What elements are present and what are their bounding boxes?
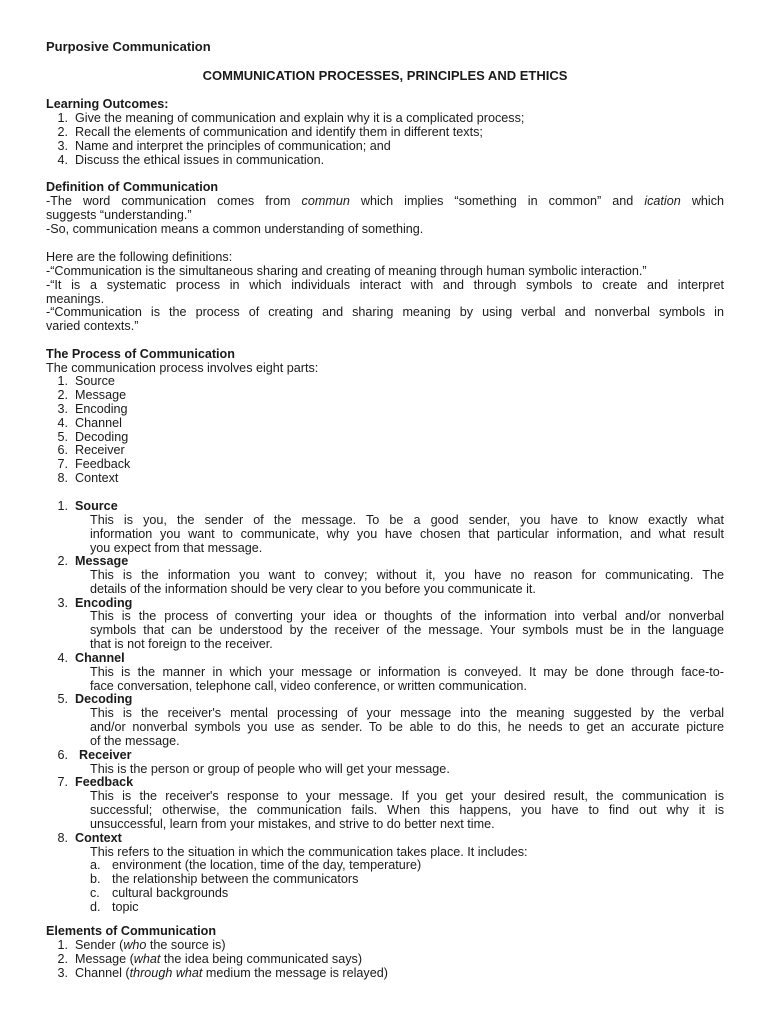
list-item: 5. Decoding	[57, 430, 129, 444]
list-item: 4. Discuss the ethical issues in communication.	[57, 153, 325, 167]
part-heading-message: 2. Message	[57, 554, 129, 568]
list-item: 1. Give the meaning of communication and explain why it is a complicated process;	[57, 111, 525, 125]
list-item: 1. Source	[57, 374, 115, 388]
process-intro: The communication process involves eight parts:	[46, 361, 319, 375]
list-item: 4. Channel	[57, 416, 122, 430]
definition-line: -So, communication means a common understanding of something.	[46, 222, 424, 236]
part-text: unsuccessful, learn from your mistakes, and strive to do better next time.	[90, 817, 495, 831]
document-title: COMMUNICATION PROCESSES, PRINCIPLES AND ETHICS	[202, 68, 568, 83]
list-item: d. topic	[90, 900, 139, 914]
process-heading: The Process of Communication	[46, 347, 235, 361]
part-text: This is you, the sender of the message. To be a good sender, you have to know exactly what	[90, 513, 724, 527]
list-item: 8. Context	[57, 471, 119, 485]
part-text: of the message.	[90, 734, 180, 748]
part-heading-channel: 4. Channel	[57, 651, 125, 665]
list-item: 7. Feedback	[57, 457, 131, 471]
definition-line: -The word communication comes from commun which implies “something in common” and ication which	[46, 194, 725, 208]
list-item: 2. Message	[57, 388, 127, 402]
part-text: This is the manner in which your message or information is conveyed. It may be done through face-to-	[90, 665, 724, 679]
definition-heading: Definition of Communication	[46, 180, 219, 194]
part-text: you expect from that message.	[90, 541, 263, 555]
part-heading-source: 1. Source	[57, 499, 118, 513]
part-text: face conversation, telephone call, video conference, or written communication.	[90, 679, 527, 693]
list-item: 6. Receiver	[57, 443, 125, 457]
part-text: information you want to communicate, why you have chosen that particular information, and what result	[90, 527, 724, 541]
part-text: This refers to the situation in which the communication takes place. It includes:	[90, 845, 528, 859]
definitions-intro: Here are the following definitions:	[46, 250, 233, 264]
part-heading-receiver: 6. Receiver	[57, 748, 132, 762]
definition-quote: -“Communication is the simultaneous sharing and creating of meaning through human symbolic interaction.”	[46, 264, 647, 278]
list-item: 2. Recall the elements of communication and identify them in different texts;	[57, 125, 483, 139]
definition-quote: -“It is a systematic process in which individuals interact with and through symbols to create and interpret	[46, 278, 724, 292]
list-item: 3. Channel (through what medium the message is relayed)	[57, 966, 388, 980]
definition-line: suggests “understanding.”	[46, 208, 192, 222]
part-heading-feedback: 7. Feedback	[57, 775, 134, 789]
part-text: successful; otherwise, the communication fails. When this happens, you have to find out why it is	[90, 803, 724, 817]
learning-outcomes-heading: Learning Outcomes:	[46, 97, 169, 111]
part-heading-decoding: 5. Decoding	[57, 692, 133, 706]
list-item: a. environment (the location, time of the day, temperature)	[90, 858, 422, 872]
part-text: symbols that can be understood by the receiver of the message. Your symbols must be in the language	[90, 623, 724, 637]
part-text: This is the information you want to convey; without it, you have no reason for communicating. The	[90, 568, 724, 582]
list-item: 1. Sender (who the source is)	[57, 938, 226, 952]
part-text: details of the information should be very clear to you before you communicate it.	[90, 582, 536, 596]
definition-quote: -“Communication is the process of creating and sharing meaning by using verbal and nonverbal symbols in	[46, 305, 724, 319]
part-text: and/or nonverbal symbols you use as sender. To be able to do this, he needs to get an accurate picture	[90, 720, 724, 734]
part-text: that is not foreign to the receiver.	[90, 637, 273, 651]
list-item: 3. Encoding	[57, 402, 128, 416]
list-item: b. the relationship between the communicators	[90, 872, 359, 886]
part-heading-context: 8. Context	[57, 831, 122, 845]
list-item: 3. Name and interpret the principles of communication; and	[57, 139, 391, 153]
part-heading-encoding: 3. Encoding	[57, 596, 133, 610]
definition-quote: meanings.	[46, 292, 105, 306]
part-text: This is the person or group of people who will get your message.	[90, 762, 450, 776]
part-text: This is the receiver's mental processing of your message into the meaning suggested by the verbal	[90, 706, 724, 720]
elements-heading: Elements of Communication	[46, 924, 217, 938]
list-item: c. cultural backgrounds	[90, 886, 229, 900]
definition-quote: varied contexts.”	[46, 319, 139, 333]
list-item: 2. Message (what the idea being communicated says)	[57, 952, 363, 966]
part-text: This is the receiver's response to your message. If you get your desired result, the communication is	[90, 789, 724, 803]
course-title: Purposive Communication	[46, 39, 211, 54]
part-text: This is the process of converting your idea or thoughts of the information into verbal and/or nonverbal	[90, 609, 724, 623]
